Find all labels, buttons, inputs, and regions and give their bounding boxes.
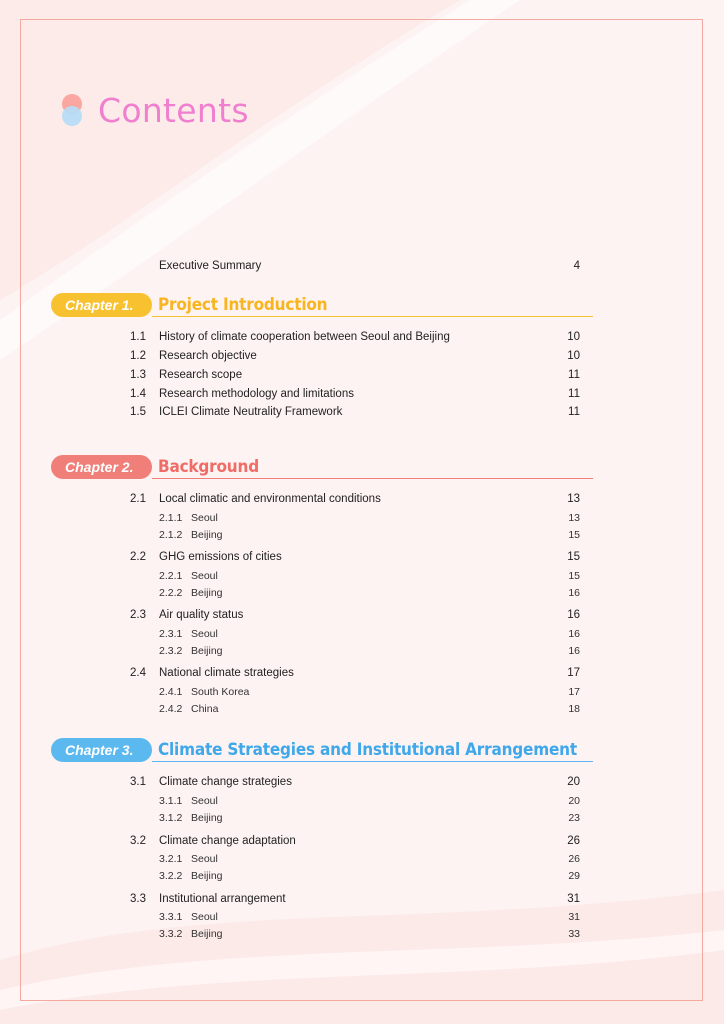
toc-page: 11	[568, 388, 580, 400]
chapter-1-tag: Chapter 1.	[51, 293, 152, 317]
toc-number: 2.2.1	[159, 570, 183, 582]
toc-page: 29	[568, 870, 580, 882]
toc-subentry[interactable]	[130, 870, 580, 882]
toc-label: Seoul	[191, 628, 218, 640]
toc-page: 31	[567, 893, 580, 905]
chapter-2-rule	[152, 478, 593, 479]
toc-label: Beijing	[191, 645, 223, 657]
page-title: Contents	[98, 90, 249, 130]
toc-subentry[interactable]	[130, 529, 580, 541]
toc-page: 13	[567, 493, 580, 505]
toc-page: 16	[568, 587, 580, 599]
toc-number: 2.3.1	[159, 628, 183, 640]
toc-entry-executive-summary[interactable]	[130, 260, 580, 272]
chapter-3-title: Climate Strategies and Institutional Arrangement	[158, 740, 577, 760]
toc-number: 2.4	[130, 667, 146, 679]
circles-icon	[60, 90, 86, 130]
toc-page: 15	[568, 529, 580, 541]
toc-number: 3.3.2	[159, 928, 183, 940]
toc-page: 11	[568, 406, 580, 418]
toc-label: Climate change adaptation	[159, 835, 296, 847]
toc-label: Beijing	[191, 812, 223, 824]
toc-page: 17	[567, 667, 580, 679]
toc-entry[interactable]	[130, 551, 580, 563]
chapter-3-rule	[152, 761, 593, 762]
toc-number: 1.3	[130, 369, 146, 381]
toc-number: 1.2	[130, 350, 146, 362]
toc-page: 31	[568, 911, 580, 923]
toc-subentry[interactable]	[130, 853, 580, 865]
toc-label: South Korea	[191, 686, 250, 698]
chapter-1-rule	[152, 316, 593, 317]
toc-subentry[interactable]	[130, 928, 580, 940]
toc-page: 23	[568, 812, 580, 824]
toc-subentry[interactable]	[130, 812, 580, 824]
toc-number: 3.2.2	[159, 870, 183, 882]
toc-page: 18	[568, 703, 580, 715]
contents-heading	[60, 88, 249, 132]
chapter-3-tag: Chapter 3.	[51, 738, 152, 762]
toc-entry[interactable]	[130, 369, 580, 381]
toc-number: 1.5	[130, 406, 146, 418]
toc-subentry[interactable]	[130, 911, 580, 923]
toc-page: 16	[568, 628, 580, 640]
toc-page: 26	[567, 835, 580, 847]
toc-label: Beijing	[191, 529, 223, 541]
toc-number: 2.3.2	[159, 645, 183, 657]
toc-number: 2.1.2	[159, 529, 183, 541]
toc-number: 2.1	[130, 493, 146, 505]
toc-page: 16	[567, 609, 580, 621]
toc-label: Beijing	[191, 928, 223, 940]
toc-page: 10	[567, 350, 580, 362]
toc-number: 2.2.2	[159, 587, 183, 599]
toc-entry[interactable]	[130, 835, 580, 847]
toc-number: 3.3	[130, 893, 146, 905]
toc-number: 3.1	[130, 776, 146, 788]
toc-number: 1.1	[130, 331, 146, 343]
toc-page: 20	[567, 776, 580, 788]
toc-number: 2.4.1	[159, 686, 183, 698]
toc-label: Research methodology and limitations	[159, 388, 354, 400]
toc-label: Beijing	[191, 587, 223, 599]
toc-label: GHG emissions of cities	[159, 551, 282, 563]
toc-number: 3.2	[130, 835, 146, 847]
chapter-2-title: Background	[158, 457, 259, 477]
toc-label: Institutional arrangement	[159, 893, 286, 905]
toc-label: China	[191, 703, 219, 715]
toc-page: 15	[568, 570, 580, 582]
toc-page: 13	[568, 512, 580, 524]
toc-label: Seoul	[191, 795, 218, 807]
toc-number: 3.1.1	[159, 795, 183, 807]
toc-page: 17	[568, 686, 580, 698]
toc-number: 3.2.1	[159, 853, 183, 865]
toc-label: Seoul	[191, 911, 218, 923]
toc-page: 4	[573, 260, 580, 272]
toc-label: Seoul	[191, 512, 218, 524]
chapter-1-header[interactable]	[51, 293, 593, 319]
toc-label: Seoul	[191, 853, 218, 865]
toc-subentry[interactable]	[130, 512, 580, 524]
toc-label: Climate change strategies	[159, 776, 292, 788]
toc-label: Air quality status	[159, 609, 244, 621]
toc-entry[interactable]	[130, 609, 580, 621]
toc-page: 15	[567, 551, 580, 563]
toc-subentry[interactable]	[130, 645, 580, 657]
toc-label: Research scope	[159, 369, 243, 381]
toc-label: Local climatic and environmental conditions	[159, 493, 381, 505]
toc-entry[interactable]	[130, 388, 580, 400]
toc-number: 3.1.2	[159, 812, 183, 824]
toc-number: 1.4	[130, 388, 146, 400]
toc-subentry[interactable]	[130, 628, 580, 640]
toc-label: Beijing	[191, 870, 223, 882]
toc-label: Research objective	[159, 350, 257, 362]
toc-entry[interactable]	[130, 350, 580, 362]
toc-page: 20	[568, 795, 580, 807]
toc-page: 33	[568, 928, 580, 940]
toc-page: 10	[567, 331, 580, 343]
toc-subentry[interactable]	[130, 703, 580, 715]
toc-entry[interactable]	[130, 667, 580, 679]
toc-subentry[interactable]	[130, 587, 580, 599]
toc-entry[interactable]	[130, 406, 580, 418]
toc-label: ICLEI Climate Neutrality Framework	[159, 406, 343, 418]
toc-label: Executive Summary	[159, 260, 262, 272]
toc-subentry[interactable]	[130, 686, 580, 698]
toc-entry[interactable]	[130, 893, 580, 905]
toc-page: 16	[568, 645, 580, 657]
toc-entry[interactable]	[130, 776, 580, 788]
chapter-2-tag: Chapter 2.	[51, 455, 152, 479]
toc-number: 2.1.1	[159, 512, 183, 524]
toc-number: 2.4.2	[159, 703, 183, 715]
toc-label: National climate strategies	[159, 667, 294, 679]
toc-subentry[interactable]	[130, 570, 580, 582]
toc-entry[interactable]	[130, 493, 580, 505]
toc-label: Seoul	[191, 570, 218, 582]
chapter-1-title: Project Introduction	[158, 295, 328, 315]
toc-number: 2.2	[130, 551, 146, 563]
chapter-2-header[interactable]	[51, 455, 593, 481]
chapter-3-header[interactable]	[51, 738, 593, 764]
toc-entry[interactable]	[130, 331, 580, 343]
toc-subentry[interactable]	[130, 795, 580, 807]
toc-label: History of climate cooperation between Seoul and Beijing	[159, 331, 450, 343]
toc-page: 26	[568, 853, 580, 865]
toc-number: 3.3.1	[159, 911, 183, 923]
toc-number: 2.3	[130, 609, 146, 621]
toc-page: 11	[568, 369, 580, 381]
